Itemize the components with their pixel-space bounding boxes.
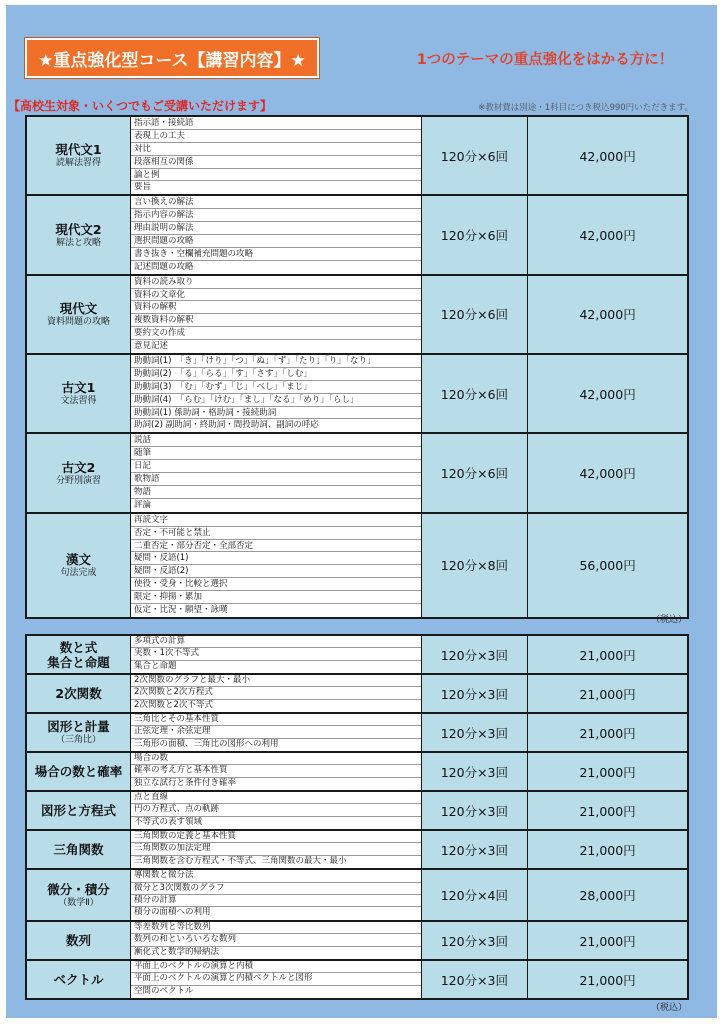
course-row (26, 791, 688, 830)
course-name-cell (26, 354, 130, 433)
unit-item: 数列の和といろいろな数列 (131, 934, 421, 946)
course-units-cell (131, 960, 422, 999)
course-time: 120分×3回 (421, 752, 528, 791)
unit-item: 限定・抑揚・累加 (131, 591, 421, 604)
unit-item: 集合と命題 (131, 661, 421, 673)
japanese-course-table (25, 115, 689, 619)
unit-item: 選択問題の攻略 (131, 235, 421, 248)
course-units-cell (131, 869, 422, 921)
course-name-cell (26, 713, 131, 752)
course-price: 56,000円 (528, 513, 688, 618)
course-name: 数と式 (59, 639, 98, 655)
unit-item: 指示内容の解法 (131, 209, 421, 222)
unit-item: 平面上のベクトルの演算と内積ベクトルと図形 (131, 973, 421, 985)
course-units-cell (130, 513, 421, 618)
unit-item: 記述問題の攻略 (131, 261, 421, 274)
course-units-cell (130, 275, 421, 354)
course-name-cell (26, 513, 130, 618)
unit-item: 2次関数のグラフと最大・最小 (131, 675, 421, 687)
course-name: 古文1 (61, 380, 96, 396)
unit-item: 複数資料の解釈 (131, 314, 421, 327)
course-name: 現代文1 (55, 142, 102, 158)
unit-item: 不等式の表す領域 (131, 817, 421, 829)
course-units-cell (131, 635, 422, 674)
unit-item: 漸化式と数学的帰納法 (131, 947, 421, 959)
unit-item: 正弦定理・余弦定理 (131, 726, 421, 738)
course-row (26, 921, 688, 960)
unit-item: 使役・受身・比較と選択 (131, 578, 421, 591)
unit-item: 積分の計算 (131, 895, 421, 907)
course-name: ベクトル (53, 972, 104, 987)
course-name-line2: 集合と命題 (47, 654, 110, 670)
unit-item: 意見記述 (131, 340, 421, 353)
unit-item: 資料の文章化 (131, 289, 421, 302)
unit-item: 助動詞(4) 「らむ」「けむ」「まし」「なる」「めり」「らし」 (131, 394, 421, 407)
course-subtitle: 解法と攻略 (55, 237, 101, 248)
unit-item: 要旨 (131, 181, 421, 194)
course-name: 古文2 (61, 459, 96, 475)
course-price: 21,000円 (528, 635, 688, 674)
course-name: 数列 (66, 933, 92, 948)
unit-item: 三角形の面積、三角比の図形への利用 (131, 739, 421, 751)
unit-item: 空間のベクトル (131, 986, 421, 998)
unit-item: 円の方程式、点の軌跡 (131, 804, 421, 816)
course-price: 42,000円 (528, 433, 688, 512)
course-row (26, 752, 688, 791)
course-row (26, 869, 688, 921)
course-name-cell (26, 921, 131, 960)
unit-item: 資料の読み取り (131, 276, 421, 289)
course-units-cell (131, 921, 422, 960)
course-name-cell (26, 275, 130, 354)
course-name-cell (26, 869, 131, 921)
material-fee-note: ※教材費は別途・1科目につき税込990円いただきます。 (478, 103, 693, 113)
course-name: 三角関数 (53, 842, 104, 857)
course-subtitle: 文法習得 (60, 396, 97, 407)
course-units-cell (130, 433, 421, 512)
course-price: 21,000円 (528, 713, 688, 752)
course-units-cell (131, 752, 422, 791)
course-row (26, 830, 688, 869)
course-price: 21,000円 (528, 791, 688, 830)
course-name-cell (26, 830, 131, 869)
course-units-cell (130, 195, 421, 274)
unit-item: 物語 (131, 486, 421, 499)
course-row (26, 960, 688, 999)
course-row (26, 713, 688, 752)
course-row (26, 674, 688, 713)
course-subtitle: （三角比） (56, 735, 102, 745)
course-subtitle: 分野別演習 (55, 475, 101, 486)
unit-item: 二重否定・部分否定・全部否定 (131, 540, 421, 553)
course-price: 21,000円 (528, 921, 688, 960)
course-name: 図形と方程式 (41, 803, 117, 818)
unit-item: 助動詞(1) 係助詞・格助詞・接続助詞 (131, 407, 421, 420)
course-price: 28,000円 (528, 869, 688, 921)
course-row (26, 513, 688, 618)
course-name-cell (26, 960, 131, 999)
course-subtitle: 句法完成 (60, 567, 97, 578)
course-name: 微分・積分 (47, 881, 110, 897)
unit-item: 説話 (131, 434, 421, 447)
unit-item: 書き抜き・空欄補充問題の攻略 (131, 248, 421, 261)
unit-item: 否定・不可能と禁止 (131, 527, 421, 540)
course-time: 120分×6回 (421, 195, 528, 274)
unit-item: 等差数列と等比数列 (131, 922, 421, 934)
tax-label-japanese: （税込） (650, 615, 687, 625)
unit-item: 点と直線 (131, 792, 421, 804)
course-name-cell (26, 674, 131, 713)
unit-item: 論と例 (131, 169, 421, 182)
course-name: 場合の数と確率 (34, 764, 123, 779)
course-time: 120分×3回 (421, 791, 528, 830)
course-price: 42,000円 (528, 116, 688, 195)
unit-item: 疑問・反語(2) (131, 565, 421, 578)
unit-item: 2次関数と2次不等式 (131, 700, 421, 712)
course-price: 42,000円 (528, 354, 688, 433)
unit-item: 理由説明の解法 (131, 222, 421, 235)
unit-item: 三角関数を含む方程式・不等式、三角関数の最大・最小 (131, 856, 421, 868)
unit-item: 助詞(2) 副助詞・終助詞・間投助詞、副詞の呼応 (131, 419, 421, 432)
unit-item: 導関数と微分法 (131, 870, 421, 882)
course-subtitle: 読解法習得 (55, 158, 101, 169)
course-name-cell (26, 791, 131, 830)
unit-item: 三角関数の加法定理 (131, 843, 421, 855)
unit-item: 積分の面積への利用 (131, 907, 421, 919)
unit-item: 資料の解釈 (131, 301, 421, 314)
course-units-cell (131, 674, 422, 713)
course-time: 120分×3回 (421, 921, 528, 960)
unit-item: 日記 (131, 460, 421, 473)
unit-item: 確率の考え方と基本性質 (131, 765, 421, 777)
unit-item: 微分と3次関数のグラフ (131, 883, 421, 895)
course-name-cell (26, 433, 130, 512)
tagline: 1つのテーマの重点強化をはかる方に！ (416, 52, 674, 68)
course-name: 図形と計量 (47, 719, 110, 734)
unit-item: 実数・1次不等式 (131, 648, 421, 660)
course-subtitle: 資料問題の攻略 (46, 316, 110, 327)
unit-item: 場合の数 (131, 753, 421, 765)
unit-item: 助動詞(3) 「む」「むず」「じ」「べし」「まじ」 (131, 381, 421, 394)
course-name: 現代文2 (55, 221, 102, 237)
course-units-cell (131, 713, 422, 752)
unit-item: 歌物語 (131, 473, 421, 486)
unit-item: 言い換えの解法 (131, 196, 421, 209)
course-time: 120分×3回 (421, 713, 528, 752)
page-title: ★重点強化型コース【講習内容】★ (25, 38, 319, 78)
unit-item: 三角比とその基本性質 (131, 714, 421, 726)
course-time: 120分×3回 (421, 674, 528, 713)
course-name: 現代文 (59, 300, 98, 316)
course-time: 120分×4回 (421, 869, 528, 921)
course-time: 120分×6回 (421, 275, 528, 354)
unit-item: 三角関数の定義と基本性質 (131, 831, 421, 843)
course-name-cell (26, 116, 130, 195)
course-time: 120分×6回 (421, 433, 528, 512)
course-row (26, 275, 688, 354)
course-units-cell (130, 354, 421, 433)
course-units-cell (130, 116, 421, 195)
unit-item: 多項式の計算 (131, 636, 421, 648)
unit-item: 再読文字 (131, 514, 421, 527)
course-price: 42,000円 (528, 195, 688, 274)
course-units-cell (131, 830, 422, 869)
course-row (26, 635, 688, 674)
course-price: 21,000円 (528, 960, 688, 999)
course-time: 120分×8回 (421, 513, 528, 618)
course-row (26, 433, 688, 512)
unit-item: 表現上の工夫 (131, 130, 421, 143)
unit-item: 平面上のベクトルの演算と内積 (131, 961, 421, 973)
unit-item: 2次関数と2次方程式 (131, 687, 421, 699)
unit-item: 仮定・比況・願望・詠嘆 (131, 604, 421, 617)
course-price: 21,000円 (528, 752, 688, 791)
course-name: 漢文 (65, 551, 91, 567)
course-price: 21,000円 (528, 830, 688, 869)
course-row (26, 116, 688, 195)
course-price: 42,000円 (528, 275, 688, 354)
course-name: 2次関数 (55, 686, 102, 701)
course-row (26, 354, 688, 433)
course-name-cell (26, 752, 131, 791)
course-name-cell (26, 195, 130, 274)
unit-item: 独立な試行と条件付き確率 (131, 778, 421, 790)
unit-item: 要約文の作成 (131, 327, 421, 340)
unit-item: 随筆 (131, 447, 421, 460)
unit-item: 指示語・接続語 (131, 117, 421, 130)
unit-item: 助動詞(1) 「き」「けり」「つ」「ぬ」「ず」「たり」「り」「なり」 (131, 355, 421, 368)
target-notice: 【高校生対象・いくつでもご受講いただけます】 (8, 99, 273, 113)
course-row (26, 195, 688, 274)
unit-item: 疑問・反語(1) (131, 552, 421, 565)
math-course-table (25, 634, 689, 1000)
tax-label-math: （税込） (650, 1003, 687, 1013)
course-price: 21,000円 (528, 674, 688, 713)
course-name-cell (26, 635, 131, 674)
course-subtitle: （数学Ⅱ） (58, 897, 99, 908)
course-time: 120分×6回 (421, 116, 528, 195)
unit-item: 対比 (131, 143, 421, 156)
course-time: 120分×3回 (421, 830, 528, 869)
unit-item: 評論 (131, 499, 421, 512)
course-time: 120分×3回 (421, 635, 528, 674)
course-time: 120分×3回 (421, 960, 528, 999)
unit-item: 助動詞(2) 「る」「らる」「す」「さす」「しむ」 (131, 368, 421, 381)
course-time: 120分×6回 (421, 354, 528, 433)
course-units-cell (131, 791, 422, 830)
unit-item: 段落相互の関係 (131, 156, 421, 169)
